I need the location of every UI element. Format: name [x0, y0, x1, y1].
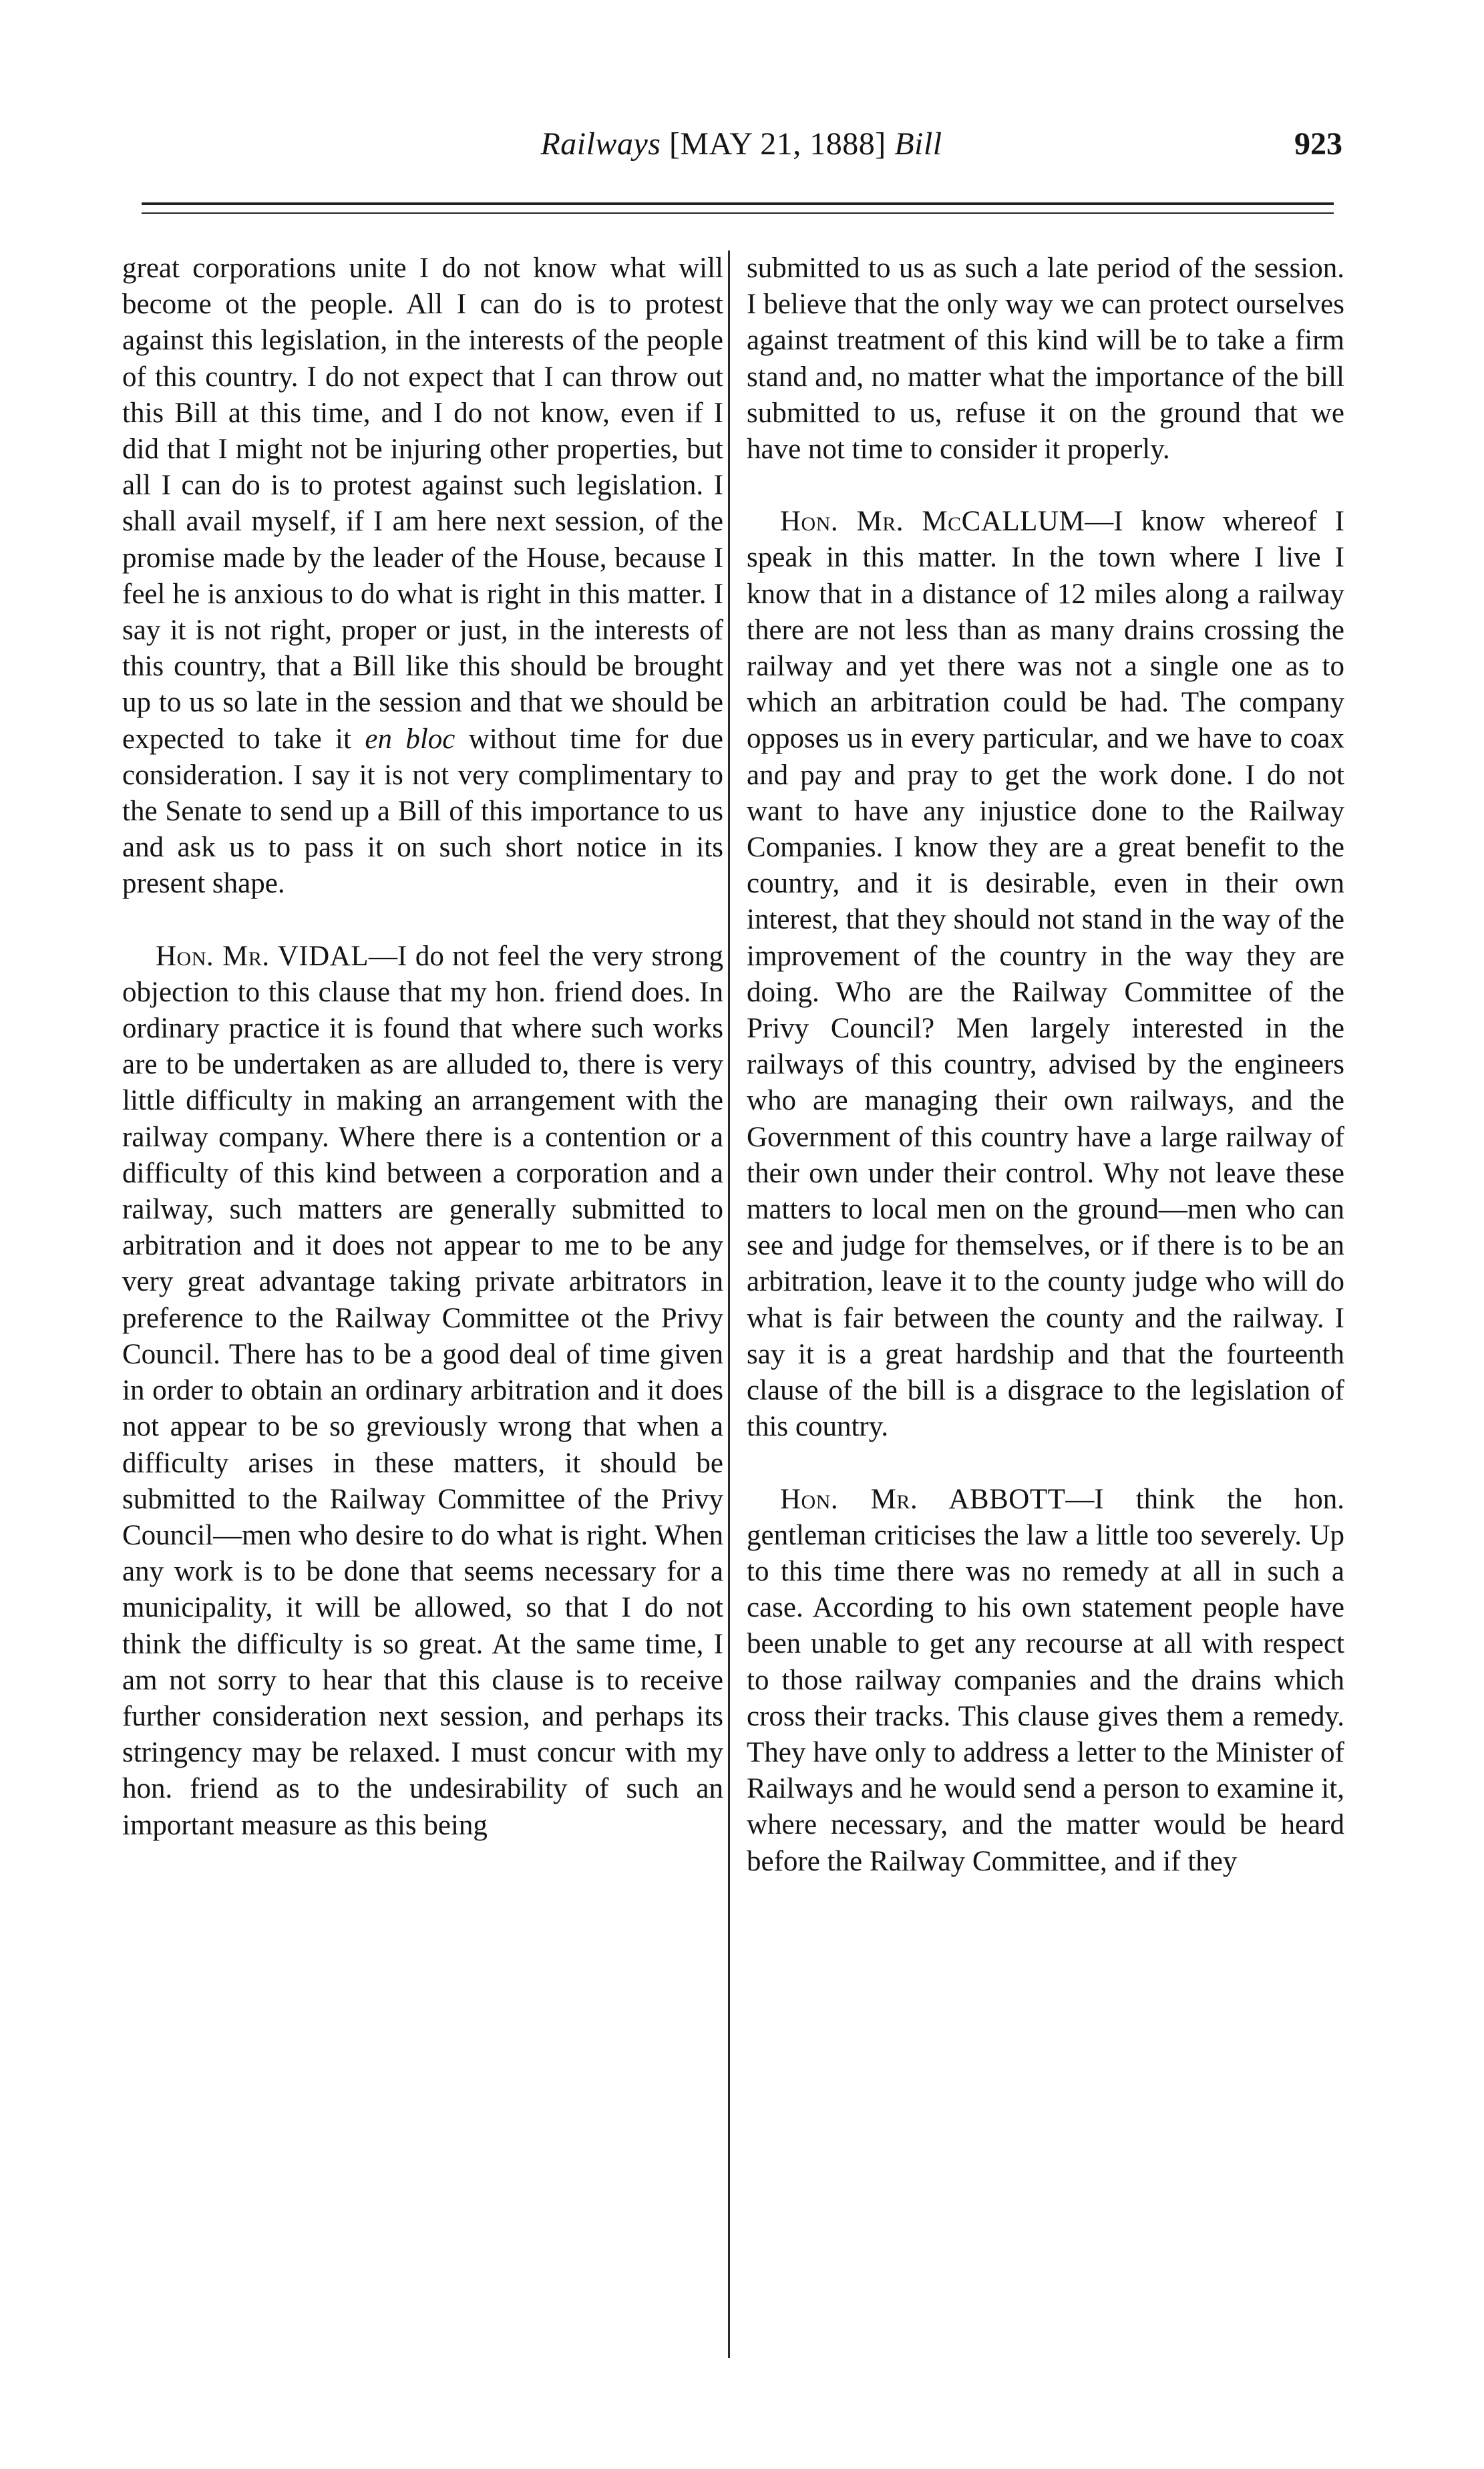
speaker-name: Hon. Mr. ABBOTT — [780, 1483, 1066, 1515]
speech-text: —I do not feel the very strong objection to this clause that my hon. friend does. In ordinary practice it is found that where such works are to be undertaken as are alluded to, there is very little difficulty in making an arrangement with the railway company. Where there is a contention or a difficulty of this kind between a corporation and a railway, such matters are generally submitted to arbitration and it does not appear to me to be any very great advantage taking private arbitrators in preference to the Railway Committee ot the Privy Council. There has to be a good deal of time given in order to obtain an ordinary arbitration and it does not appear to be so greviously wrong that when a difficulty arises in these matters, it should be submitted to the Railway Committee of the Privy Council—men who desire to do what is right. When any work is to be done that seems necessary for a municipality, it will be allowed, so that I do not think the difficulty is so great. At the same time, I am not sorry to hear that this clause is to receive further consideration next session, and perhaps its stringency may be relaxed. I must concur with my hon. friend as to the undesirability of such an important measure as this being — [122, 940, 723, 1841]
paragraph-gap — [747, 468, 1344, 504]
left-column — [122, 251, 723, 1844]
paragraph-gap — [747, 1446, 1344, 1482]
column-divider — [728, 251, 730, 2358]
right-column — [747, 251, 1344, 1880]
speech-vidal — [122, 939, 723, 1844]
italic-phrase: en bloc — [365, 723, 455, 755]
speech-text: —I think the hon. gentleman criticises the law a little too severely. Up to this time there was no remedy at all in such a case. According to his own statement people have been unable to get any recourse at all with respect to those railway companies and the drains which cross their tracks. This clause gives them a remedy. They have only to address a letter to the Minister of Railways and he would send a person to examine it, where necessary, and the matter would be heard before the Railway Committee, and if they — [747, 1483, 1344, 1877]
speech-mccallum — [747, 504, 1344, 1445]
speaker-name: Hon. Mr. VIDAL — [156, 940, 369, 972]
header-date: [MAY 21, 1888] — [669, 126, 886, 162]
paragraph-continuation — [122, 251, 723, 902]
header-rule-thick — [142, 202, 1334, 205]
speech-text: —I know whereof I speak in this matter. In the town where I live I know that in a distance of 12 miles along a railway there are not less than as many drains crossing the railway and yet there was not a single one as to which an arbitration could be had. The company opposes us in every particular, and we have to coax and pay and pray to get the work done. I do not want to have any injustice done to the Railway Companies. I know they are a great benefit to the country, and it is desirable, even in their own interest, that they should not stand in the way of the improvement of the country in the way they are doing. Who are the Railway Committee of the Privy Council? Men largely interested in the railways of this country, advised by the engineers who are managing their own railways, and the Government of this country have a large railway of their own under their control. Why not leave these matters to local men on the ground—men who can see and judge for themselves, or if there is to be an arbitration, leave it to the county judge who will do what is fair between the county and the railway. I say it is a great hardship and that the fourteenth clause of the bill is a disgrace to the legislation of this country. — [747, 506, 1344, 1443]
paragraph-gap — [122, 902, 723, 939]
header-title-right: Bill — [894, 126, 942, 162]
paragraph-text: without time for due consideration. I say it is not very complimentary to the Senate to send up a Bill of this importance to us and ask us to pass it on such short notice in its present shape. — [122, 723, 724, 900]
header-rule-thin — [142, 212, 1334, 214]
header-title-left: Railways — [540, 126, 661, 162]
paragraph-text: great corporations unite I do not know what will become ot the people. All I can do is to protest against this legislation, in the interests of the people of this country. I do not expect that I can throw out this Bill at this time, and I do not know, even if I did that I might not be injuring other properties, but all I can do is to protest against such legislation. I shall avail myself, if I am here next session, of the promise made by the leader of the House, because I feel he is anxious to do what is right in this matter. I say it is not right, proper or just, in the interests of this country, that a Bill like this should be brought up to us so late in the session and that we should be expected to take it — [122, 253, 723, 755]
running-header — [140, 126, 1342, 172]
header-title — [140, 126, 1342, 162]
speaker-name: Hon. Mr. McCALLUM — [780, 506, 1085, 538]
page-number: 923 — [1294, 126, 1342, 162]
speech-abbott — [747, 1482, 1344, 1880]
paragraph-continuation: submitted to us as such a late period of the session. I believe that the only way we can protect ourselves against treatment of this kind will be to take a firm stand and, no matter what the importance of the bill submitted to us, refuse it on the ground that we have not time to consider it properly. — [747, 253, 1344, 466]
